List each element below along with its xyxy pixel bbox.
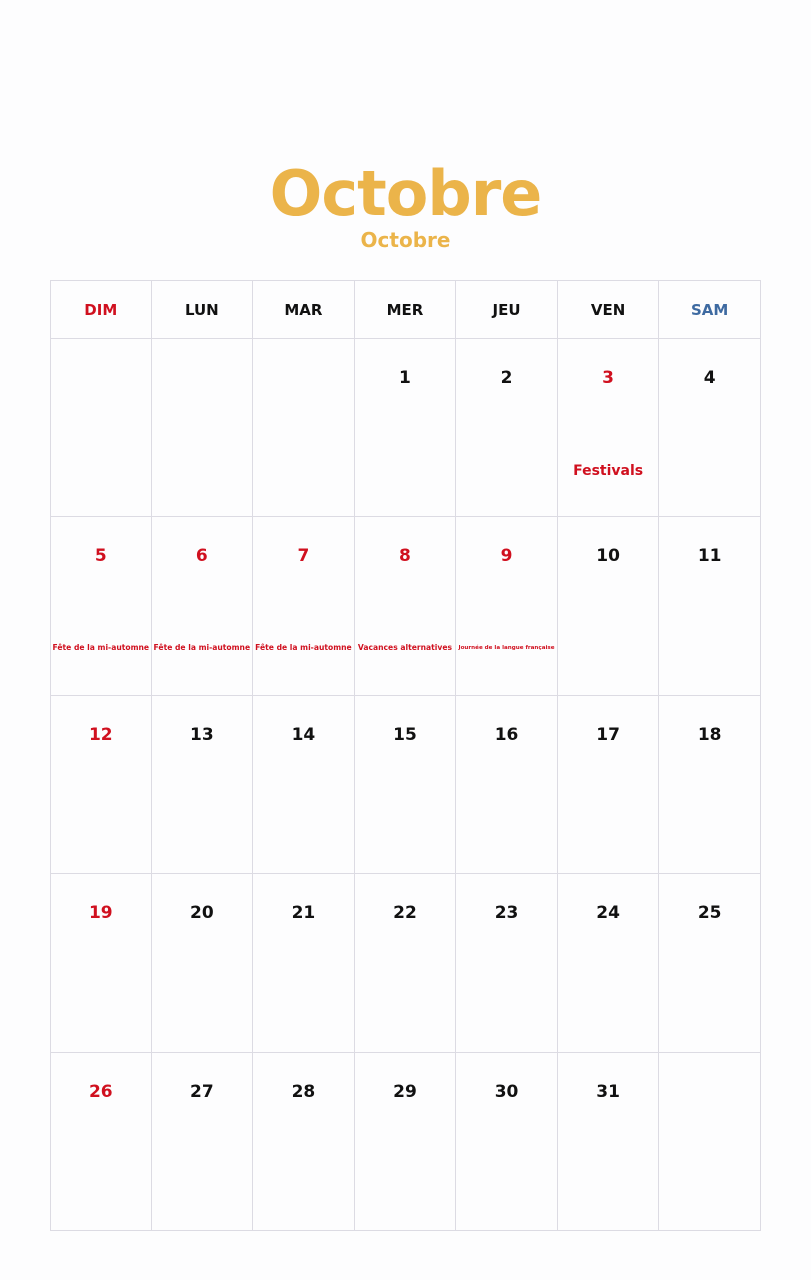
calendar-week-row (51, 339, 761, 517)
day-number: 30 (494, 1081, 519, 1102)
day-cell[interactable] (253, 517, 355, 695)
day-cell[interactable] (355, 517, 457, 695)
day-cell[interactable] (558, 339, 660, 517)
day-cell[interactable] (659, 696, 761, 874)
day-number: 17 (596, 724, 620, 745)
day-cell[interactable] (355, 696, 457, 874)
day-cell[interactable] (51, 1053, 152, 1231)
weekday-header-sam: SAM (659, 281, 761, 339)
weekday-header-mar: MAR (253, 281, 355, 339)
day-cell[interactable] (355, 874, 457, 1052)
day-event-label: Festivals (573, 463, 644, 479)
day-cell[interactable] (152, 696, 254, 874)
day-cell[interactable] (659, 339, 761, 517)
day-number: 1 (399, 368, 411, 388)
day-cell[interactable] (152, 874, 254, 1052)
day-cell[interactable] (253, 1053, 355, 1231)
day-number: 20 (190, 903, 214, 924)
day-number: 31 (596, 1081, 620, 1102)
day-cell[interactable] (355, 1053, 457, 1231)
day-number: 29 (393, 1081, 417, 1102)
calendar-week-row (51, 874, 761, 1052)
day-event-label: Fête de la mi-automne (255, 643, 352, 653)
day-number: 13 (190, 724, 214, 745)
day-number: 25 (697, 903, 722, 924)
empty-day-cell (152, 339, 254, 517)
day-number: 5 (94, 546, 107, 567)
day-number: 28 (291, 1081, 316, 1102)
day-cell[interactable] (253, 874, 355, 1052)
day-number: 24 (596, 903, 620, 924)
day-number: 9 (500, 546, 513, 567)
day-number: 3 (602, 368, 615, 388)
month-title: Octobre (269, 157, 542, 230)
day-cell[interactable] (152, 517, 254, 695)
day-cell[interactable] (659, 517, 761, 695)
day-cell[interactable] (558, 1053, 660, 1231)
weekday-header-mer: MER (355, 281, 457, 339)
weekday-header-jeu: JEU (456, 281, 558, 339)
day-number: 7 (297, 546, 310, 567)
day-number: 22 (393, 903, 417, 924)
month-subtitle: Octobre (360, 228, 451, 252)
calendar-weeks (51, 339, 761, 1231)
empty-day-cell (253, 339, 355, 517)
day-cell[interactable] (51, 517, 152, 695)
calendar-week-row (51, 517, 761, 695)
day-cell[interactable] (558, 696, 660, 874)
day-cell[interactable] (456, 517, 558, 695)
weekday-header-row (51, 281, 761, 339)
day-number: 2 (500, 368, 513, 388)
day-number: 4 (703, 368, 716, 388)
weekday-header-lun: LUN (152, 281, 254, 339)
weekday-header-ven: VEN (558, 281, 660, 339)
day-event-label: Journée de la langue française (458, 645, 555, 652)
day-event-label: Fête de la mi-automne (52, 643, 150, 653)
day-number: 18 (697, 724, 722, 745)
calendar-week-row (51, 696, 761, 874)
day-number: 23 (494, 903, 519, 924)
day-cell[interactable] (51, 696, 152, 874)
day-event-label: Vacances alternatives (357, 643, 452, 653)
day-number: 26 (88, 1081, 113, 1102)
empty-day-cell (659, 1053, 761, 1231)
day-number: 15 (393, 724, 417, 745)
day-cell[interactable] (558, 517, 660, 695)
day-number: 6 (195, 546, 208, 567)
empty-day-cell (51, 339, 152, 517)
day-number: 12 (88, 724, 113, 745)
day-number: 27 (190, 1081, 214, 1102)
day-number: 21 (291, 903, 316, 924)
day-number: 19 (88, 903, 113, 924)
day-number: 11 (697, 546, 722, 567)
day-cell[interactable] (456, 696, 558, 874)
day-cell[interactable] (659, 874, 761, 1052)
day-cell[interactable] (456, 339, 558, 517)
day-number: 8 (399, 546, 411, 567)
day-number: 16 (494, 724, 519, 745)
day-cell[interactable] (456, 874, 558, 1052)
day-cell[interactable] (152, 1053, 254, 1231)
day-cell[interactable] (355, 339, 457, 517)
day-cell[interactable] (558, 874, 660, 1052)
day-cell[interactable] (51, 874, 152, 1052)
weekday-header-dim: DIM (51, 281, 152, 339)
day-number: 14 (291, 724, 316, 745)
day-cell[interactable] (456, 1053, 558, 1231)
day-number: 10 (596, 546, 620, 567)
day-event-label: Fête de la mi-automne (153, 643, 251, 653)
calendar-week-row (51, 1053, 761, 1231)
day-cell[interactable] (253, 696, 355, 874)
calendar-grid (50, 280, 761, 1231)
